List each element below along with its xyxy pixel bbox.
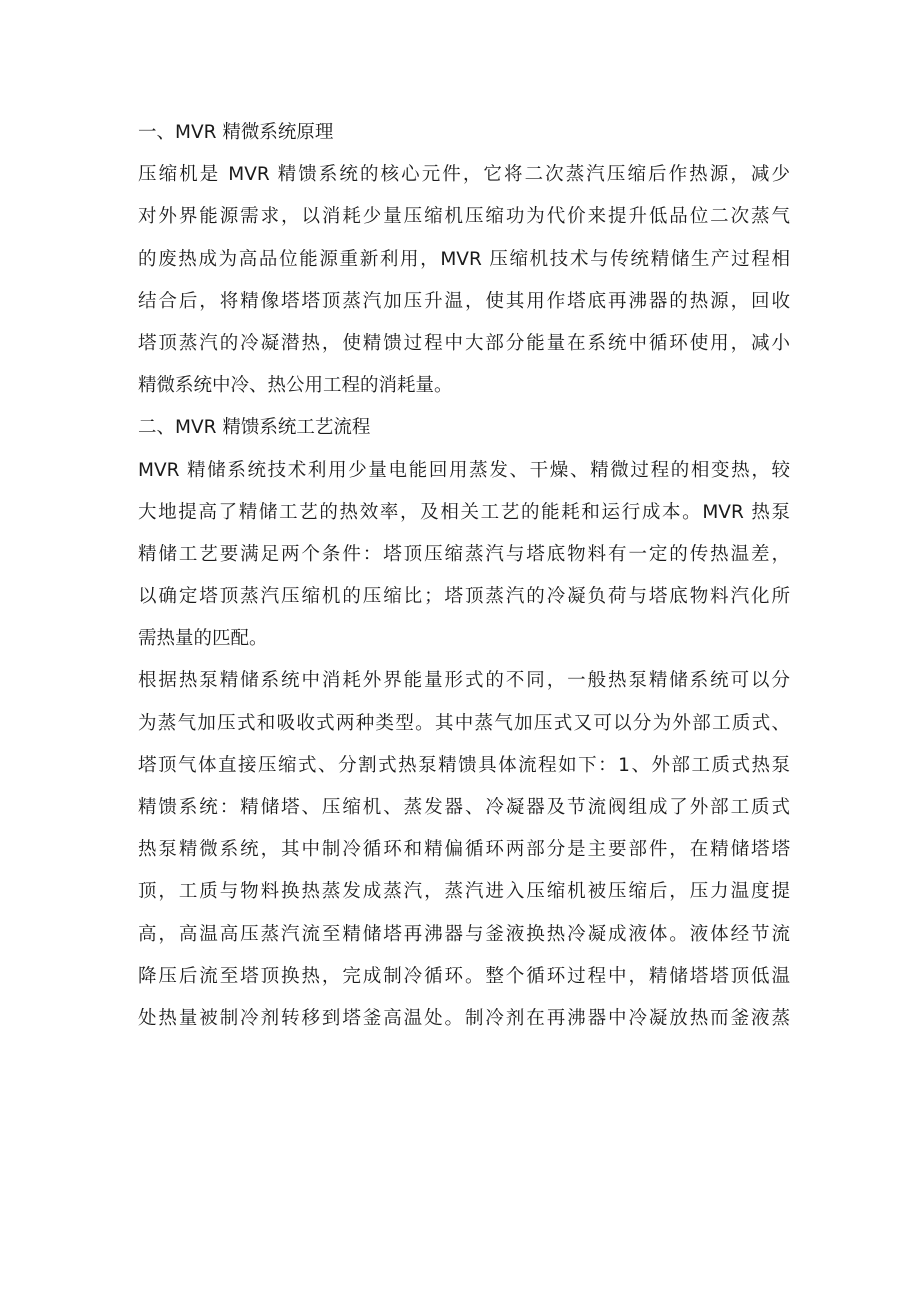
text-line: MVR 精储系统技术利用少量电能回用蒸发、干燥、精微过程的相变热，较 [138,459,790,481]
paragraph-heat-pump-types [138,660,790,1040]
text-line: 塔顶蒸汽的冷凝潜热，使精馈过程中大部分能量在系统中循环使用，减小 [138,332,790,354]
section-heading-principle: 一、MVR 精微系统原理 [138,122,334,143]
text-line: 需热量的匹配。 [138,628,268,650]
text-line: 顶，工质与物料换热蒸发成蒸汽，蒸汽进入压缩机被压缩后，压力温度提 [138,881,790,903]
section-heading-process-flow: 二、MVR 精馈系统工艺流程 [138,417,371,439]
text-line: 处热量被制冷剂转移到塔釜高温处。制冷剂在再沸器中冷凝放热而釜液蒸 [138,1007,790,1029]
text-line: 压缩机是 MVR 精馈系统的核心元件，它将二次蒸汽压缩后作热源，减少 [138,164,790,186]
text-line: 塔顶气体直接压缩式、分割式热泵精馈具体流程如下：1、外部工质式热泵 [138,754,790,776]
text-line: 精储工艺要满足两个条件：塔顶压缩蒸汽与塔底物料有一定的传热温差， [138,543,790,565]
text-line: 精馈系统：精储塔、压缩机、蒸发器、冷凝器及节流阀组成了外部工质式 [138,797,790,818]
text-line: 的废热成为高品位能源重新利用，MVR 压缩机技术与传统精储生产过程相 [138,248,790,270]
text-line: 结合后，将精像塔塔顶蒸汽加压升温，使其用作塔底再沸器的热源，回收 [138,290,790,312]
document-body [138,112,790,1040]
text-line: 为蒸气加压式和吸收式两种类型。其中蒸气加压式又可以分为外部工质式、 [138,712,790,734]
text-line: 降压后流至塔顶换热，完成制冷循环。整个循环过程中，精储塔塔顶低温 [138,965,790,987]
text-line: 对外界能源需求，以消耗少量压缩机压缩功为代价来提升低品位二次蒸气 [138,206,790,228]
text-line: 高，高温高压蒸汽流至精储塔再沸器与釜液换热冷凝成液体。液体经节流 [138,923,790,945]
paragraph-principle [138,154,790,407]
text-line: 大地提高了精储工艺的热效率，及相关工艺的能耗和运行成本。MVR 热泵 [138,501,790,523]
text-line: 以确定塔顶蒸汽压缩机的压缩比；塔顶蒸汽的冷凝负荷与塔底物料汽化所 [138,586,790,608]
text-line: 热泵精微系统，其中制冷循环和精偏循环两部分是主要部件，在精储塔塔 [138,839,790,861]
paragraph-technology [138,450,790,661]
text-line: 根据热泵精储系统中消耗外界能量形式的不同，一般热泵精储系统可以分 [138,670,790,692]
text-line: 精微系统中冷、热公用工程的消耗量。 [138,375,453,397]
